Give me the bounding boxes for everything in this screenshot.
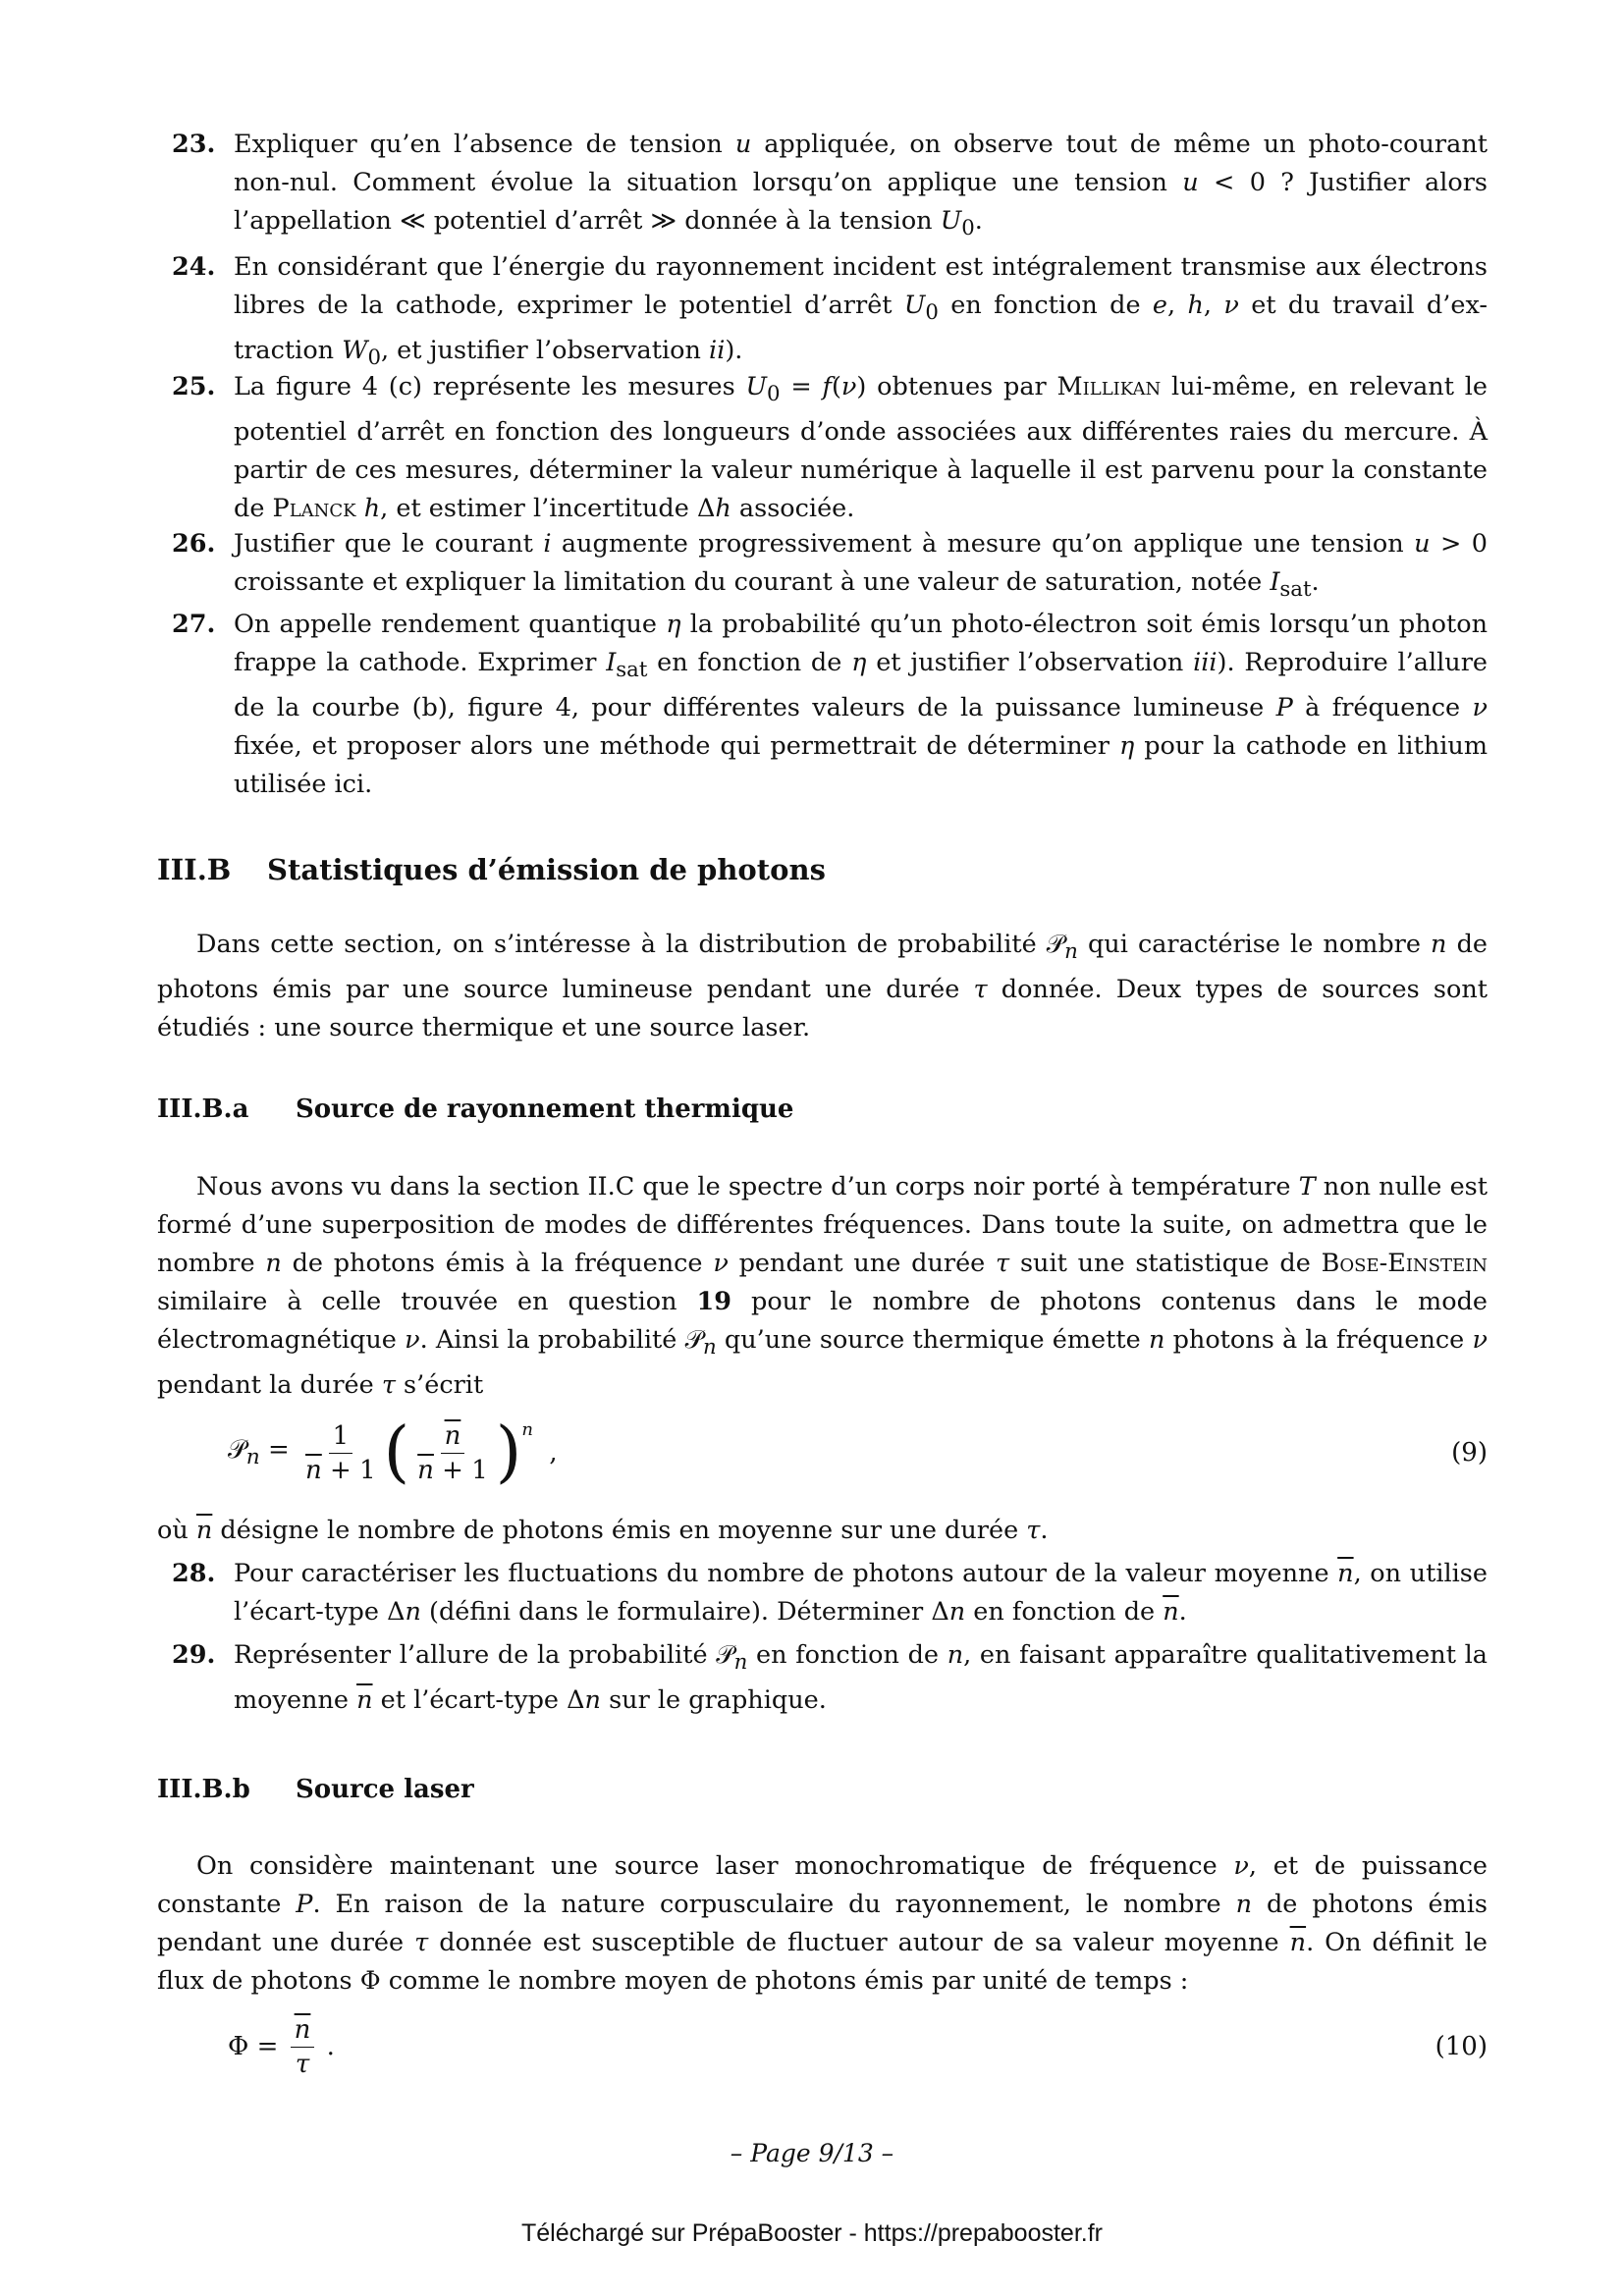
subsection-intro: Nous avons vu dans la section II.C que le spectre d’un corps noir porté à température T non nulle est formé d’une superposition de modes de différentes fréquences. Dans toute la suite, on admettra que le nombre n de photons émis à la fréquence ν pendant une durée τ suit une statistique de Bose-Einstein similaire à celle trouvée en question 19 pour le nombre de photons contenus dans le mode électromagnétique ν. Ainsi la probabilité 𝒫$_n$ qu’une source thermique émette n photons à la fréquence ν pendant la durée τ s’écrit [157,1172,1489,1401]
equation-10 [228,2007,1488,2086]
question-number: 27. [172,610,216,639]
question-number: 23. [172,130,216,159]
equation-9 [228,1414,1488,1492]
equation-body: 𝒫$_n$ = $\frac{1}{\overline{n} + 1}$ ( $\frac{\overline{n}}{\overline{n} + 1}$ ) $^n$ , [228,1414,558,1491]
question-number: 25. [172,372,216,401]
download-note: Téléchargé sur PrépaBooster - https://prepabooster.fr [521,2219,1103,2247]
question-29 [157,1636,1488,1720]
question-24 [157,248,1488,377]
question-text: La figure 4 (c) représente les mesures $U_0 = f(\nu)$ obtenues par Millikan lui-même, en relevant le potentiel d’arrêt en fonction des longueurs d’onde associées aux différentes raies du mercure. À partir de ces mesures, déterminer la valeur numérique à laquelle il est parvenu pour la constante de Planck h, et estimer l’incertitude Δh associée. [234,372,1488,524]
subsection-label: III.B.b [157,1775,250,1804]
question-number: 29. [172,1640,216,1670]
question-text: Pour caractériser les fluctuations du nombre de photons autour de la valeur moyenne $\overline{n}$, on utilise l’écart-type Δn (défini dans le formulaire). Déterminer Δn en fonction de $\overline{n}$. [234,1559,1488,1627]
question-text: Expliquer qu’en l’absence de tension u appliquée, on observe tout de même un photo-courant non-nul. Comment évolue la situation lorsqu’on applique une tension u < 0 ? Justifier alors l’appellation ≪ potentiel d’arrêt ≫ donnée à la tension $U_0$. [234,130,1489,241]
section-intro: Dans cette section, on s’intéresse à la distribution de probabilité 𝒫$_n$ qui caractérise le nombre n de photons émis par une source lumineuse pendant une durée τ donnée. Deux types de sources sont étudiés : une source thermique et une source laser. [157,930,1488,1043]
question-25 [157,368,1488,528]
subsection-label: III.B.a [157,1095,249,1124]
question-text: On appelle rendement quantique η la probabilité qu’un photo-électron soit émis lorsqu’un photon frappe la cathode. Exprimer $I_{sat}$ en fonction de η et justifier l’observation iii). Reproduire l’allure de la courbe (b), figure 4, pour différentes valeurs de la puissance lumineuse P à fréquence ν fixée, et proposer alors une méthode qui permettrait de déterminer η pour la cathode en lithium utilisée ici. [234,610,1489,800]
question-text: Justifier que le courant i augmente progressivement à mesure qu’on applique une tension u > 0 croissante et expliquer la limitation du courant à une valeur de saturation, notée $I_{sat}$. [234,529,1488,603]
subsection-heading-IIIBb [157,1775,474,1804]
subsection-title: Source laser [296,1775,474,1804]
question-text: En considérant que l’énergie du rayonnement incident est intégralement transmise aux électrons libres de la cathode, exprimer le potentiel d’arrêt $U_0$ en fonction de e, h, ν et du travail d’ex-traction $W_0$, et justifier l’observation ii). [234,252,1488,371]
question-28 [157,1555,1488,1631]
section-title: Statistiques d’émission de photons [267,853,826,886]
question-number: 24. [172,252,216,282]
equation-number: (9) [1451,1438,1488,1468]
subsection-heading-IIIBa [157,1095,793,1124]
question-26 [157,525,1488,609]
section-label: III.B [157,853,232,886]
question-27 [157,606,1488,804]
question-number: 26. [172,529,216,559]
equation-number: (10) [1435,2032,1488,2061]
subsection-title: Source de rayonnement thermique [296,1095,794,1124]
question-23 [157,126,1488,247]
equation-body: Φ = $\frac{\overline{n}}{\tau}$ . [228,2014,335,2079]
page-number: – Page 9/13 – [730,2139,894,2167]
question-text: Représenter l’allure de la probabilité 𝒫$_n$ en fonction de n, en faisant apparaître qualitativement la moyenne $\overline{n}$ et l’écart-type Δn sur le graphique. [234,1640,1488,1716]
subsection-intro: On considère maintenant une source laser monochromatique de fréquence ν, et de puissance constante P. En raison de la nature corpusculaire du rayonnement, le nombre n de photons émis pendant une durée τ donnée est susceptible de fluctuer autour de sa valeur moyenne $\overline{n}$. On définit le flux de photons Φ comme le nombre moyen de photons émis par unité de temps : [157,1851,1489,1996]
equation-note: où $\overline{n}$ désigne le nombre de photons émis en moyenne sur une durée τ. [157,1516,1049,1545]
section-heading-IIIB [157,853,826,886]
question-number: 28. [172,1559,216,1588]
